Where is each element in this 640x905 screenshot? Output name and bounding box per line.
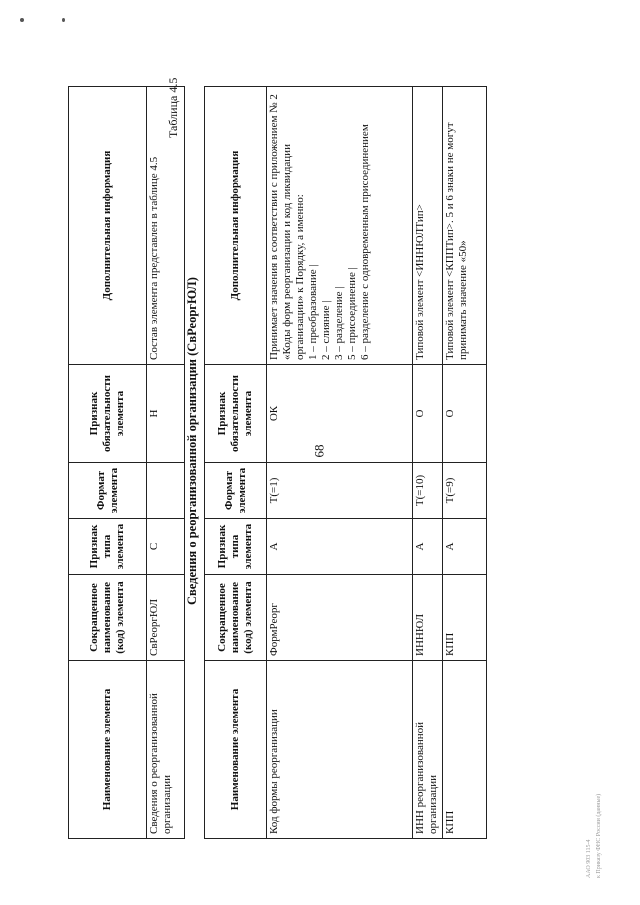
cell-info: Типовой элемент <ИННЮЛТип> — [413, 87, 443, 365]
list-item: 3 – разделение | — [333, 286, 345, 360]
cell-name: ИНН реорганизованной организации — [413, 661, 443, 839]
cell-required: О — [443, 365, 487, 463]
table-previous — [68, 86, 185, 839]
cell-type: А — [267, 519, 413, 575]
page-number: 68 — [311, 444, 327, 458]
cell-type: С — [147, 519, 185, 575]
cell-name: КПП — [443, 661, 487, 839]
cell-name: Код формы реорганизации — [267, 661, 413, 839]
list-item: 1 – преобразование | — [307, 264, 319, 360]
col-header-code: Сокращенное наименование (код) элемента — [205, 575, 267, 661]
cell-format: T(=10) — [413, 463, 443, 519]
cell-info: Типовой элемент <КППТип>. 5 и 6 знаки не могут принимать значение «50» — [443, 87, 487, 365]
list-item: 6 – разделение с одновременным присоединением — [359, 124, 371, 360]
col-header-required: Признак обязательности элемента — [69, 365, 147, 463]
list-item: 5 – присоединение | — [346, 267, 358, 360]
col-header-code: Сокращенное наименование (код) элемента — [69, 575, 147, 661]
info-intro: Принимает значения в соответствии с приложением № 2 «Коды форм реорганизации и код ликвидации организации» к Порядку, а именно: — [268, 94, 306, 360]
col-header-required: Признак обязательности элемента — [205, 365, 267, 463]
list-item: 2 – слияние | — [320, 300, 332, 360]
table-previous-block — [68, 86, 185, 839]
cell-format: T(=1) — [267, 463, 413, 519]
col-header-type: Признак типа элемента — [69, 519, 147, 575]
cell-format — [147, 463, 185, 519]
col-header-format: Формат элемента — [69, 463, 147, 519]
cell-name: Сведения о реорганизованной организации — [147, 661, 185, 839]
table-row — [267, 87, 413, 839]
cell-format: T(=9) — [443, 463, 487, 519]
table-row — [413, 87, 443, 839]
cell-info: Состав элемента представлен в таблице 4.5 — [147, 87, 185, 365]
col-header-info: Дополнительная информация — [205, 87, 267, 365]
cell-code: ИННЮЛ — [413, 575, 443, 661]
col-header-info: Дополнительная информация — [69, 87, 147, 365]
cell-required: ОК — [267, 365, 413, 463]
col-header-name: Наименование элемента — [69, 661, 147, 839]
table-label: Таблица 4.5 — [166, 77, 180, 138]
col-header-type: Признак типа элемента — [205, 519, 267, 575]
cell-code: КПП — [443, 575, 487, 661]
table-title: Сведения о реорганизованной организации (СвРеоргЮЛ) — [185, 277, 199, 605]
info-list — [307, 91, 372, 360]
table-row — [443, 87, 487, 839]
cell-code: ФормРеорг — [267, 575, 413, 661]
stamp-line-2: к Приказу ФНС России (данные) — [596, 793, 602, 878]
stamp-line-1: ААО 903 115-4 — [586, 839, 592, 878]
cell-info — [267, 87, 413, 365]
cell-type: А — [413, 519, 443, 575]
col-header-name: Наименование элемента — [205, 661, 267, 839]
table-4-5 — [204, 86, 487, 839]
cell-required: Н — [147, 365, 185, 463]
cell-code: СвРеоргЮЛ — [147, 575, 185, 661]
cell-type: А — [443, 519, 487, 575]
table-row — [147, 87, 185, 839]
col-header-format: Формат элемента — [205, 463, 267, 519]
table-4-5-block — [204, 86, 487, 839]
cell-required: О — [413, 365, 443, 463]
